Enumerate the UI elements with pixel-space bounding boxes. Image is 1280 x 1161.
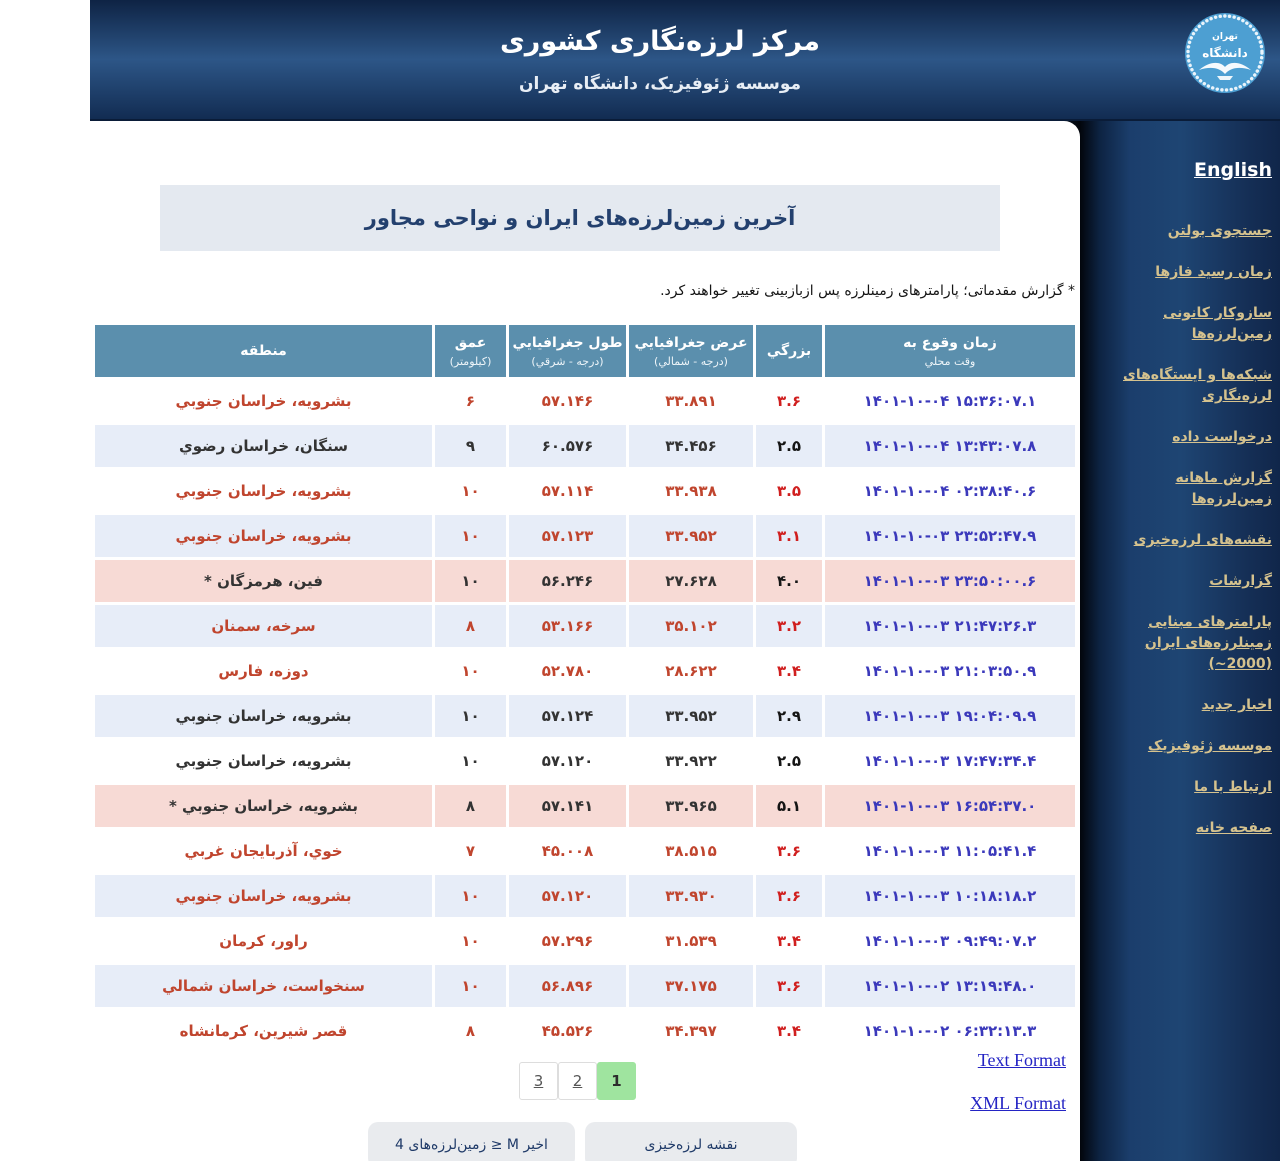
event-longitude: ۵۷.۱۱۴: [509, 470, 626, 512]
event-depth: ۸: [435, 605, 506, 647]
event-latitude: ۳۳.۸۹۱: [629, 380, 753, 422]
sidebar-link[interactable]: موسسه ژئوفیزیک: [1147, 738, 1272, 754]
event-magnitude: ۳.۶: [756, 380, 822, 422]
event-depth: ۱۰: [435, 470, 506, 512]
event-time[interactable]: ۱۴۰۱-۱۰-۰۳ ۲۳:۵۰:۰۰.۶: [825, 560, 1075, 602]
event-magnitude: ۳.۶: [756, 875, 822, 917]
event-depth: ۱۰: [435, 695, 506, 737]
pagination-page[interactable]: 1: [597, 1062, 636, 1100]
event-longitude: ۵۷.۲۹۶: [509, 920, 626, 962]
event-longitude: ۶۰.۵۷۶: [509, 425, 626, 467]
event-region: خوي، آذربايجان غربي: [95, 830, 432, 872]
event-depth: ۱۰: [435, 740, 506, 782]
event-longitude: ۵۳.۱۶۶: [509, 605, 626, 647]
event-depth: ۱۰: [435, 920, 506, 962]
xml-format-link[interactable]: XML Format: [970, 1093, 1066, 1113]
event-time[interactable]: ۱۴۰۱-۱۰-۰۳ ۲۳:۵۲:۴۷.۹: [825, 515, 1075, 557]
page-title: آخرین زمین‌لرزه‌های ایران و نواحی مجاور: [364, 206, 796, 230]
column-header-region: منطقه: [95, 325, 432, 377]
event-latitude: ۲۷.۶۲۸: [629, 560, 753, 602]
earthquake-row: [95, 830, 1075, 872]
site-title: مرکز لرزه‌نگاری کشوری: [500, 26, 820, 57]
event-region: بشرويه، خراسان جنوبي: [95, 515, 432, 557]
header-text: [290, 0, 1030, 121]
event-region: سرخه، سمنان: [95, 605, 432, 647]
action-buttons: [368, 1122, 797, 1161]
event-depth: ۹: [435, 425, 506, 467]
event-longitude: ۵۷.۱۲۰: [509, 740, 626, 782]
event-latitude: ۳۳.۹۲۲: [629, 740, 753, 782]
event-depth: ۱۰: [435, 965, 506, 1007]
earthquake-row: [95, 560, 1075, 602]
event-latitude: ۳۳.۹۳۸: [629, 470, 753, 512]
event-magnitude: ۳.۱: [756, 515, 822, 557]
event-depth: ۱۰: [435, 560, 506, 602]
column-header-magnitude: بزرگي: [756, 325, 822, 377]
university-logo: [1184, 12, 1266, 94]
earthquake-row: [95, 515, 1075, 557]
page-title-box: [160, 185, 1000, 251]
event-time[interactable]: ۱۴۰۱-۱۰-۰۳ ۱۰:۱۸:۱۸.۲: [825, 875, 1075, 917]
column-header-time: زمان وقوع به وقت محلي: [825, 325, 1075, 377]
header-banner: [90, 0, 1280, 121]
pagination: [519, 1062, 636, 1100]
event-latitude: ۳۳.۹۳۰: [629, 875, 753, 917]
pagination-page[interactable]: 3: [519, 1062, 558, 1100]
event-latitude: ۳۸.۵۱۵: [629, 830, 753, 872]
sidebar-nav: [1060, 121, 1280, 839]
event-longitude: ۵۷.۱۴۶: [509, 380, 626, 422]
sidebar-link[interactable]: سازوکار کانونی زمین‌لرزه‌ها: [1163, 305, 1272, 342]
event-magnitude: ۲.۵: [756, 740, 822, 782]
sidebar-link[interactable]: صفحه خانه: [1195, 820, 1272, 836]
event-longitude: ۵۶.۲۴۶: [509, 560, 626, 602]
event-depth: ۶: [435, 380, 506, 422]
sidebar-link[interactable]: گزارشات: [1209, 573, 1272, 589]
sidebar: [1060, 121, 1280, 1161]
event-region: بشرويه، خراسان جنوبي: [95, 875, 432, 917]
site-subtitle: موسسه ژئوفیزیک، دانشگاه تهران: [518, 74, 802, 94]
event-time[interactable]: ۱۴۰۱-۱۰-۰۴ ۰۲:۳۸:۴۰.۶: [825, 470, 1075, 512]
event-longitude: ۵۷.۱۲۳: [509, 515, 626, 557]
event-depth: ۷: [435, 830, 506, 872]
earthquake-row: [95, 875, 1075, 917]
event-time[interactable]: ۱۴۰۱-۱۰-۰۳ ۰۹:۴۹:۰۷.۲: [825, 920, 1075, 962]
sidebar-link[interactable]: گزارش ماهانه زمین‌لرزه‌ها: [1175, 470, 1272, 507]
event-latitude: ۲۸.۶۲۲: [629, 650, 753, 692]
event-magnitude: ۳.۴: [756, 920, 822, 962]
event-region: راور، کرمان: [95, 920, 432, 962]
event-time[interactable]: ۱۴۰۱-۱۰-۰۴ ۱۵:۳۶:۰۷.۱: [825, 380, 1075, 422]
preliminary-note: * گزارش مقدماتی؛ پارامترهای زمینلرزه پس ازبازبینی تغییر خواهند کرد.: [660, 283, 1075, 299]
sidebar-link[interactable]: شبکه‌ها و ایستگاه‌های لرزه‌نگاری: [1122, 367, 1272, 404]
event-longitude: ۵۶.۸۹۶: [509, 965, 626, 1007]
event-magnitude: ۴.۰: [756, 560, 822, 602]
event-longitude: ۵۷.۱۲۰: [509, 875, 626, 917]
event-magnitude: ۲.۵: [756, 425, 822, 467]
event-region: بشرويه، خراسان جنوبي *: [95, 785, 432, 827]
event-latitude: ۳۷.۱۷۵: [629, 965, 753, 1007]
seismicity-map-button[interactable]: نقشه لرزه‌خیزی: [585, 1122, 797, 1161]
event-depth: ۱۰: [435, 875, 506, 917]
event-region: سنخواست، خراسان شمالي: [95, 965, 432, 1007]
event-region: قصر شيرين، کرمانشاه: [95, 1010, 432, 1052]
event-longitude: ۵۷.۱۲۴: [509, 695, 626, 737]
column-header-depth: عمق (كيلومتر): [435, 325, 506, 377]
sidebar-link[interactable]: جستجوی بولتن: [1167, 223, 1272, 239]
earthquake-row: [95, 785, 1075, 827]
earthquake-row: [95, 740, 1075, 782]
sidebar-link[interactable]: نقشه‌های لرزه‌خیزی: [1133, 532, 1272, 548]
sidebar-link[interactable]: زمان رسید فازها: [1155, 264, 1272, 280]
event-magnitude: ۳.۴: [756, 650, 822, 692]
earthquake-table: [92, 322, 1078, 1055]
event-longitude: ۴۵.۰۰۸: [509, 830, 626, 872]
event-latitude: ۳۱.۵۳۹: [629, 920, 753, 962]
event-region: بشرويه، خراسان جنوبي: [95, 380, 432, 422]
table-header-row: [95, 325, 1075, 377]
earthquake-row: [95, 380, 1075, 422]
sidebar-links: [1094, 221, 1272, 839]
event-latitude: ۳۳.۹۵۲: [629, 695, 753, 737]
event-latitude: ۳۴.۴۵۶: [629, 425, 753, 467]
event-longitude: ۵۷.۱۴۱: [509, 785, 626, 827]
sidebar-link[interactable]: اخبار جدید: [1201, 697, 1272, 713]
sidebar-link[interactable]: پارامترهای مبنایی زمینلرزه‌های ایران (2000~): [1144, 614, 1272, 672]
event-depth: ۱۰: [435, 515, 506, 557]
event-time[interactable]: ۱۴۰۱-۱۰-۰۳ ۲۱:۰۳:۵۰.۹: [825, 650, 1075, 692]
event-region: بشرويه، خراسان جنوبي: [95, 470, 432, 512]
earthquake-row: [95, 470, 1075, 512]
event-longitude: ۵۲.۷۸۰: [509, 650, 626, 692]
event-region: سنگان، خراسان رضوي: [95, 425, 432, 467]
event-time[interactable]: ۱۴۰۱-۱۰-۰۳ ۱۱:۰۵:۴۱.۴: [825, 830, 1075, 872]
main-content: [90, 121, 1080, 1161]
column-header-latitude: عرض جغرافيايي (درجه - شمالي): [629, 325, 753, 377]
event-latitude: ۳۵.۱۰۲: [629, 605, 753, 647]
event-time[interactable]: ۱۴۰۱-۱۰-۰۳ ۱۷:۴۷:۳۴.۴: [825, 740, 1075, 782]
event-time[interactable]: ۱۴۰۱-۱۰-۰۳ ۱۶:۵۴:۳۷.۰: [825, 785, 1075, 827]
sidebar-link-english[interactable]: English: [1194, 159, 1272, 181]
earthquake-row: [95, 920, 1075, 962]
earthquake-row: [95, 605, 1075, 647]
event-latitude: ۳۳.۹۶۵: [629, 785, 753, 827]
event-latitude: ۳۳.۹۵۲: [629, 515, 753, 557]
event-time[interactable]: ۱۴۰۱-۱۰-۰۴ ۱۳:۴۳:۰۷.۸: [825, 425, 1075, 467]
event-time[interactable]: ۱۴۰۱-۱۰-۰۲ ۰۶:۳۲:۱۳.۳: [825, 1010, 1075, 1052]
event-magnitude: ۲.۹: [756, 695, 822, 737]
event-depth: ۸: [435, 1010, 506, 1052]
earthquake-row: [95, 965, 1075, 1007]
svg-text:دانشگاه: دانشگاه: [1202, 46, 1248, 60]
event-magnitude: ۳.۵: [756, 470, 822, 512]
event-magnitude: ۳.۶: [756, 965, 822, 1007]
event-time[interactable]: ۱۴۰۱-۱۰-۰۳ ۱۹:۰۴:۰۹.۹: [825, 695, 1075, 737]
text-format-link[interactable]: Text Format: [977, 1050, 1066, 1070]
event-magnitude: ۳.۴: [756, 1010, 822, 1052]
event-region: بشرويه، خراسان جنوبي: [95, 740, 432, 782]
earthquake-row: [95, 425, 1075, 467]
event-depth: ۱۰: [435, 650, 506, 692]
event-region: دوزه، فارس: [95, 650, 432, 692]
event-latitude: ۳۴.۳۹۷: [629, 1010, 753, 1052]
event-magnitude: ۳.۶: [756, 830, 822, 872]
earthquake-row: [95, 695, 1075, 737]
event-longitude: ۴۵.۵۲۶: [509, 1010, 626, 1052]
event-time[interactable]: ۱۴۰۱-۱۰-۰۲ ۱۳:۱۹:۴۸.۰: [825, 965, 1075, 1007]
recent-m4-button[interactable]: زمین‌لرزه‌های 4 ≥ M اخیر: [368, 1122, 575, 1161]
sidebar-link[interactable]: ارتباط با ما: [1194, 779, 1272, 795]
earthquake-row: [95, 650, 1075, 692]
earthquake-row: [95, 1010, 1075, 1052]
event-magnitude: ۳.۲: [756, 605, 822, 647]
svg-text:تهران: تهران: [1212, 32, 1238, 42]
pagination-page[interactable]: 2: [558, 1062, 597, 1100]
column-header-longitude: طول جغرافيايي (درجه - شرقي): [509, 325, 626, 377]
event-magnitude: ۵.۱: [756, 785, 822, 827]
event-region: فين، هرمزگان *: [95, 560, 432, 602]
event-region: بشرويه، خراسان جنوبي: [95, 695, 432, 737]
sidebar-link[interactable]: درخواست داده: [1172, 429, 1272, 445]
event-time[interactable]: ۱۴۰۱-۱۰-۰۳ ۲۱:۴۷:۲۶.۳: [825, 605, 1075, 647]
event-depth: ۸: [435, 785, 506, 827]
